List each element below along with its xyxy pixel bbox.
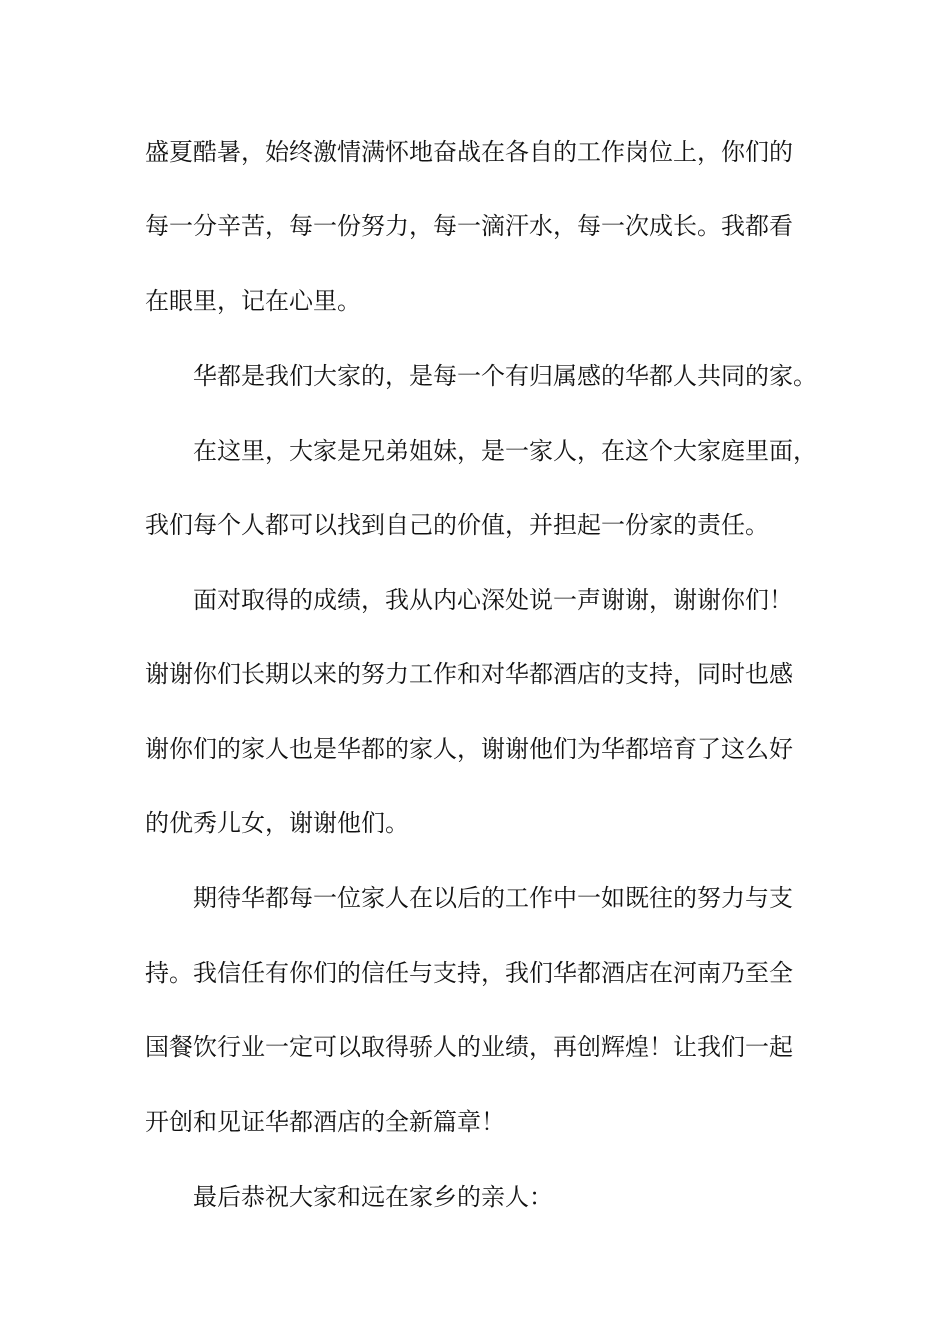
text-line: 在眼里，记在心里。 [145, 287, 361, 315]
paragraph-start-line: 最后恭祝大家和远在家乡的亲人： [193, 1183, 553, 1211]
paragraph-start-line: 在这里，大家是兄弟姐妹，是一家人，在这个大家庭里面， [193, 437, 817, 465]
paragraph-start-line: 面对取得的成绩，我从内心深处说一声谢谢，谢谢你们！ [193, 586, 793, 614]
text-line: 开创和见证华都酒店的全新篇章！ [145, 1108, 505, 1136]
text-line: 盛夏酷暑，始终激情满怀地奋战在各自的工作岗位上，你们的 [145, 138, 793, 166]
text-line: 谢谢你们长期以来的努力工作和对华都酒店的支持，同时也感 [145, 660, 793, 688]
text-line: 国餐饮行业一定可以取得骄人的业绩，再创辉煌！让我们一起 [145, 1033, 793, 1061]
paragraph-start-line: 期待华都每一位家人在以后的工作中一如既往的努力与支 [193, 884, 793, 912]
text-line: 持。我信任有你们的信任与支持，我们华都酒店在河南乃至全 [145, 959, 793, 987]
text-line: 每一分辛苦，每一份努力，每一滴汗水，每一次成长。我都看 [145, 212, 793, 240]
text-line: 我们每个人都可以找到自己的价值，并担起一份家的责任。 [145, 511, 769, 539]
paragraph-start-line: 华都是我们大家的，是每一个有归属感的华都人共同的家。 [193, 362, 817, 390]
text-line: 谢你们的家人也是华都的家人，谢谢他们为华都培育了这么好 [145, 735, 793, 763]
text-line: 的优秀儿女，谢谢他们。 [145, 809, 409, 837]
